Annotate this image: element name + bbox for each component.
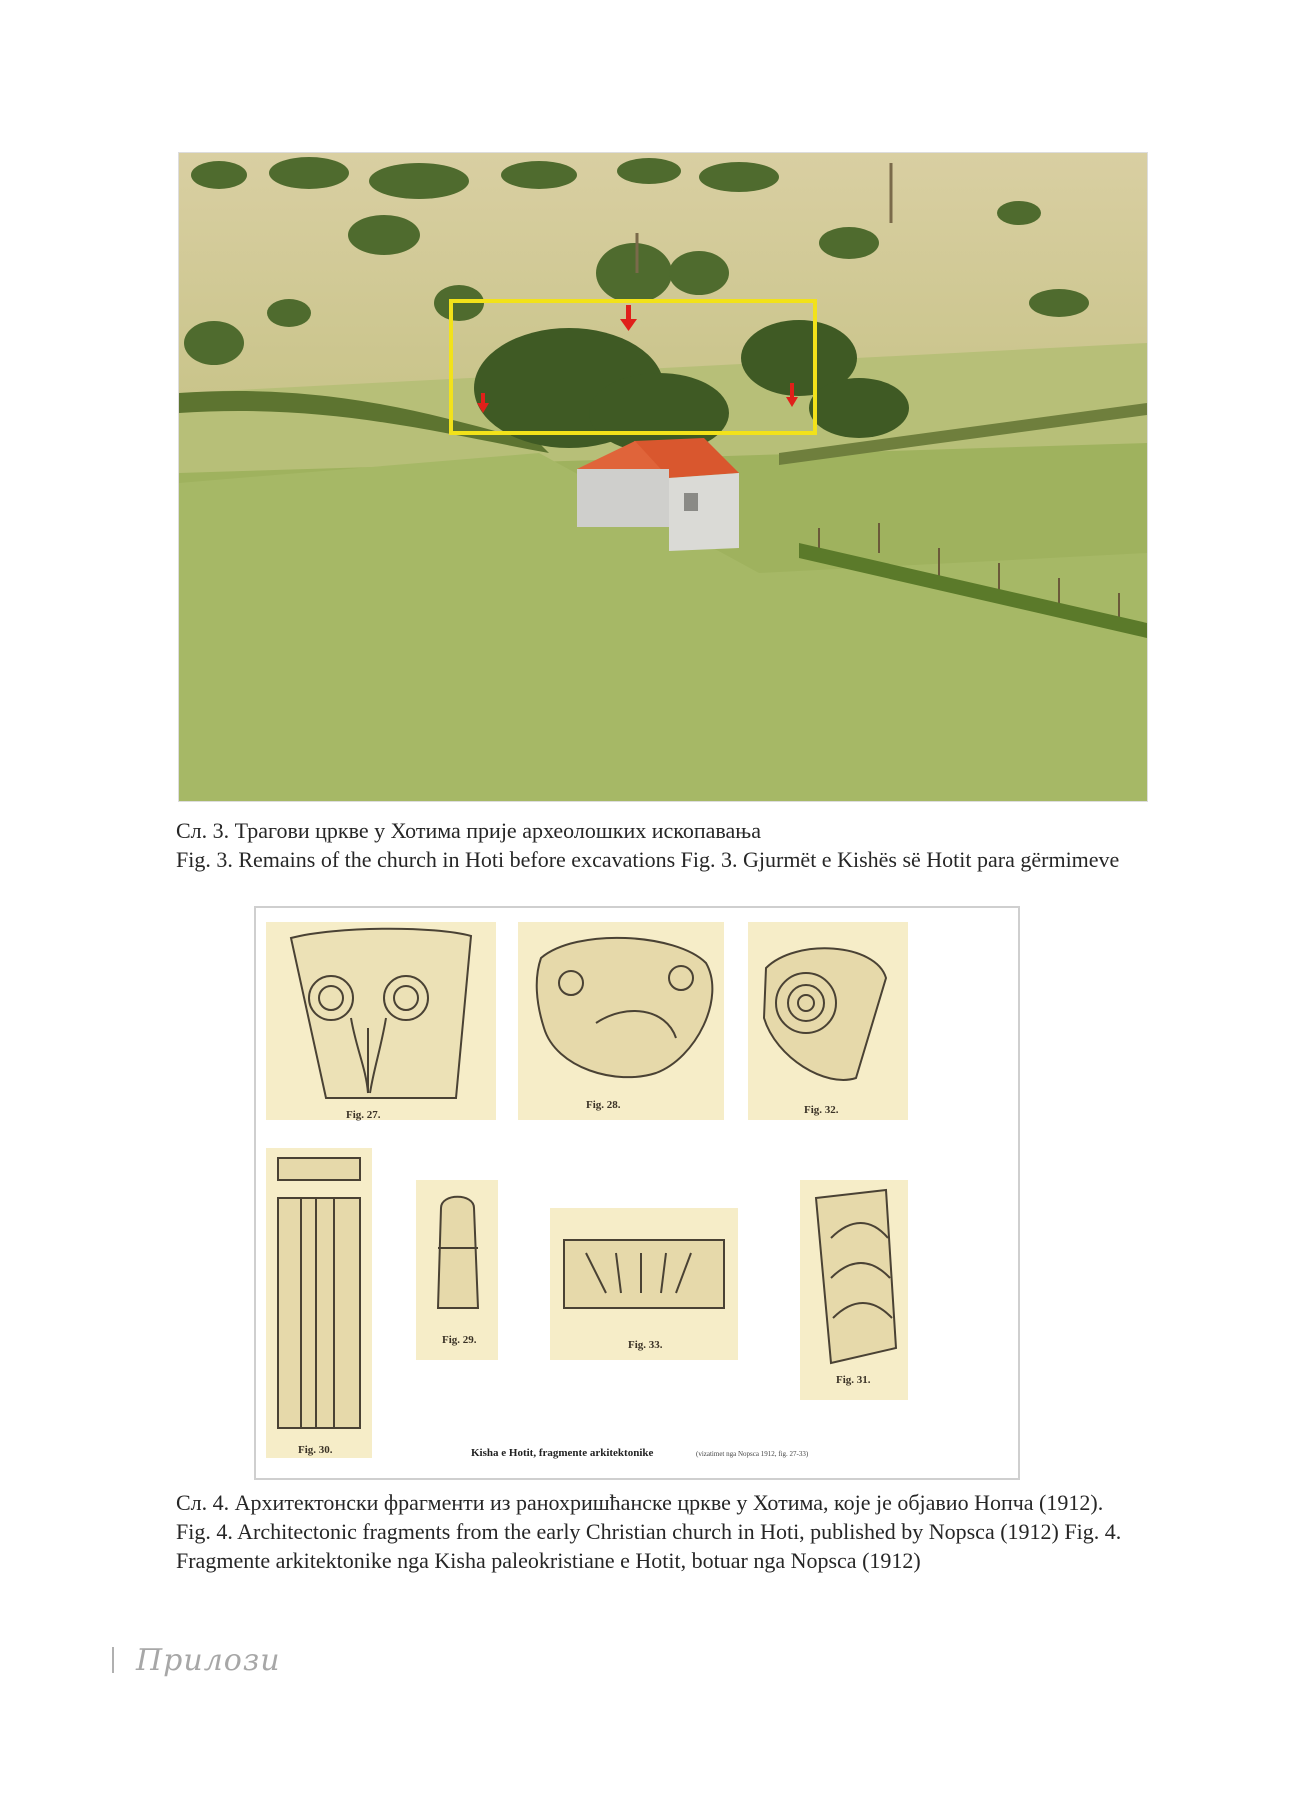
architectonic-fragments-drawings bbox=[256, 908, 1018, 1478]
figure-3-caption-english-albanian: Fig. 3. Remains of the church in Hoti before excavations Fig. 3. Gjurmët e Kishës së Hotit para gërmimeve bbox=[176, 847, 1120, 872]
plate-label-fig29: Fig. 29. bbox=[442, 1334, 477, 1346]
figure-4-caption-serbian: Сл. 4. Архитектонски фрагменти из ранохришћанске цркве у Хотима, које је објавио Нопча (1912). bbox=[176, 1490, 1104, 1515]
plate-label-fig32: Fig. 32. bbox=[804, 1104, 839, 1116]
plate-label-fig31: Fig. 31. bbox=[836, 1374, 871, 1386]
plate-source-note: (vizatimet nga Nopsca 1912, fig. 27-33) bbox=[696, 1450, 809, 1458]
plate-label-fig30: Fig. 30. bbox=[298, 1444, 333, 1456]
figure-3-caption bbox=[176, 816, 1156, 874]
footer-divider bbox=[112, 1647, 114, 1673]
plate-label-fig33: Fig. 33. bbox=[628, 1339, 663, 1351]
plate-title: Kisha e Hotit, fragmente arkitektonike bbox=[471, 1447, 654, 1459]
page-footer bbox=[112, 1640, 281, 1680]
figure-3-photo bbox=[178, 152, 1148, 802]
plate-label-fig28: Fig. 28. bbox=[586, 1099, 621, 1111]
section-title: Прилози bbox=[136, 1642, 281, 1678]
figure-4-plate bbox=[254, 906, 1020, 1480]
figure-4-caption-english-albanian: Fig. 4. Architectonic fragments from the early Christian church in Hoti, published by Nopsca (1912) Fig. 4. Fragmente arkitektonike nga Kisha paleokristiane e Hotit, botuar nga Nopsca (1912) bbox=[176, 1519, 1122, 1573]
figure-4-caption bbox=[176, 1488, 1156, 1575]
figure-3-caption-serbian: Сл. 3. Трагови цркве у Хотима прије археолошких ископавања bbox=[176, 818, 761, 843]
landscape-photo-illustration bbox=[179, 153, 1147, 801]
plate-label-fig27: Fig. 27. bbox=[346, 1109, 381, 1121]
